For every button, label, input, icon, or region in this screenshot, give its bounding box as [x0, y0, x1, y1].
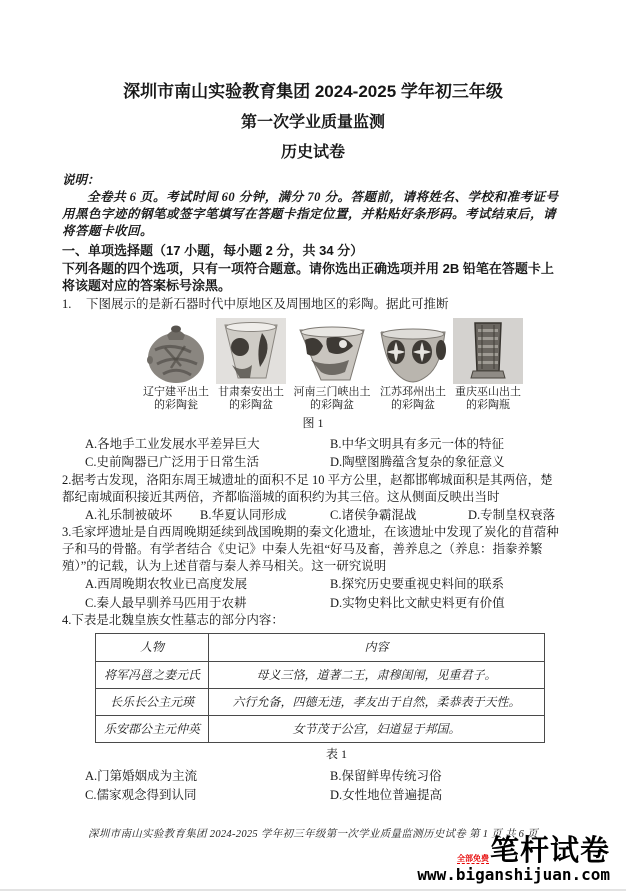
figure-label-chongqing-bowl: 江苏邳州出土的彩陶盆 [380, 385, 446, 411]
figure-label-liaoning: 辽宁建平出土的彩陶瓮 [143, 385, 209, 411]
watermark-brand: 笔杆试卷 [489, 835, 610, 867]
q2-option-c: C.诸侯争霸混战 [330, 507, 417, 522]
q1-option-d: D.陶壁图腾蕴含复杂的象征意义 [330, 455, 505, 469]
figure-item-henan [291, 324, 373, 413]
q3-option-a: A.西周晚期农牧业已高度发展 [85, 577, 248, 591]
table-header-content: 内容 [209, 634, 545, 662]
section1-note: 下列各题的四个选项，只有一项符合题意。请你选出正确选项并用 2B 铅笔在答题卡上将该题对应的答案标号涂黑。 [62, 260, 554, 293]
table-row [96, 662, 545, 689]
question-1-stem [62, 296, 564, 313]
table-cell-person-3: 乐安郡公主元仲英 [96, 716, 209, 743]
figure-item-gansu [216, 318, 286, 413]
section1-heading: 一、单项选择题（17 小题，每小题 2 分，共 34 分） [62, 243, 364, 258]
table-cell-content-2: 六行允备，四德无违，孝友出于自然，柔恭表于天性。 [209, 689, 545, 716]
epitaph-table [95, 633, 545, 743]
watermark-top-row [417, 837, 610, 866]
table-header-person: 人物 [96, 634, 209, 662]
watermark-free-tag: 全部免费 [456, 854, 489, 863]
question-1-options [62, 435, 564, 472]
table-cell-person-1: 将军冯邕之妻元氏 [96, 662, 209, 689]
page-footer: 深圳市南山实验教育集团 2024-2025 学年初三年级第一次学业质量监测历史试卷 第 1 页 共 6 页 [88, 829, 538, 840]
question-2-stem: 2.据考古发现，洛阳东周王城遗址的面积不足 10 平方公里，赵都邯郸城面积是其两倍，楚都纪南城面积接近其两倍，齐都临淄城的面积约为其三倍。这从侧面反映出当时 [62, 472, 553, 504]
table-row [96, 716, 545, 743]
question-4-options [62, 767, 564, 804]
q4-option-d: D.女性地位普遍提高 [330, 787, 443, 802]
q1-option-c: C.史前陶器已广泛用于日常生活 [85, 455, 259, 469]
pottery-urn-image [141, 320, 211, 384]
pottery-bottle-image [453, 318, 523, 384]
question-3-stem: 3.毛家坪遗址是自西周晚期延续到战国晚期的秦文化遗址，在该遗址中发现了炭化的苜蓿种子和马的骨骼。有学者结合《史记》中秦人先祖“好马及畜，善养息之（养息：指豢养繁殖）”的记载，认为上述苜蓿与秦人养马相关。这一研究说明 [62, 525, 559, 573]
question-4-stem: 4.下表是北魏皇族女性墓志的部分内容： [62, 613, 284, 627]
table-row [96, 689, 545, 716]
q2-option-b: B.华夏认同形成 [200, 507, 287, 522]
figure-1-pottery-row [100, 318, 564, 413]
watermark [417, 837, 610, 883]
q2-option-d: D.专制皇权衰落 [468, 507, 556, 522]
table-1-caption: 表 1 [325, 747, 347, 761]
q3-option-c: C.秦人最早驯养马匹用于农耕 [85, 595, 247, 610]
watermark-url: www.biganshijuan.com [417, 865, 610, 884]
instructions-label: 说明： [62, 173, 100, 187]
instructions-body: 全卷共 6 页。考试时间 60 分钟，满分 70 分。答题前，请将姓名、学校和准考证号用黑色字迹的钢笔或签字笔填写在答题卡指定位置，并粘贴好条形码。考试结束后，请将答题卡收回。 [62, 190, 559, 238]
table-cell-content-3: 女节茂于公宫，妇道显于邦国。 [209, 716, 545, 743]
q4-option-b: B.保留鲜卑传统习俗 [330, 769, 442, 783]
q4-option-c: C.儒家观念得到认同 [85, 787, 197, 802]
paper-title-line2: 第一次学业质量监测 [240, 114, 385, 131]
table-cell-person-2: 长乐长公主元瑛 [96, 689, 209, 716]
q1-option-b: B.中华文明具有多元一体的特征 [330, 436, 504, 451]
figure-label-henan: 河南三门峡出土的彩陶盆 [293, 385, 371, 411]
figure-1-caption: 图 1 [302, 415, 324, 430]
pottery-bowl-rosette-image [378, 326, 448, 384]
q3-option-b: B.探究历史要重视史料间的联系 [330, 577, 504, 591]
question-1-number: 1. [62, 296, 72, 311]
q2-option-a: A.礼乐制被破坏 [85, 507, 173, 522]
q4-option-a: A.门第婚姻成为主流 [85, 769, 198, 783]
figure-label-chongqing-bottle: 重庆巫山出土的彩陶瓶 [455, 385, 521, 411]
figure-item-jiangsu [378, 326, 448, 413]
q1-option-a: A.各地手工业发展水平差异巨大 [85, 436, 260, 451]
figure-item-chongqing [453, 318, 523, 413]
pottery-cup-image [216, 318, 286, 384]
table-header-row [96, 634, 545, 662]
question-3-options [62, 575, 564, 612]
table-cell-content-1: 母义三恪，道著二王，肃穆闺闱，见重君子。 [209, 662, 545, 689]
paper-title-line1: 深圳市南山实验教育集团 2024-2025 学年初三年级 [123, 82, 503, 101]
table-1-wrapper [95, 633, 564, 763]
paper-title-line3: 历史试卷 [280, 144, 345, 161]
q3-option-d: D.实物史料比文献史料更有价值 [330, 595, 505, 610]
figure-label-gansu: 甘肃秦安出土的彩陶盆 [218, 385, 284, 411]
figure-item-liaoning [141, 320, 211, 413]
question-1-text: 下图展示的是新石器时代中原地区及周围地区的彩陶。据此可推断 [86, 296, 449, 311]
question-2-options [62, 506, 564, 525]
pottery-bowl-fish-image [291, 324, 373, 384]
